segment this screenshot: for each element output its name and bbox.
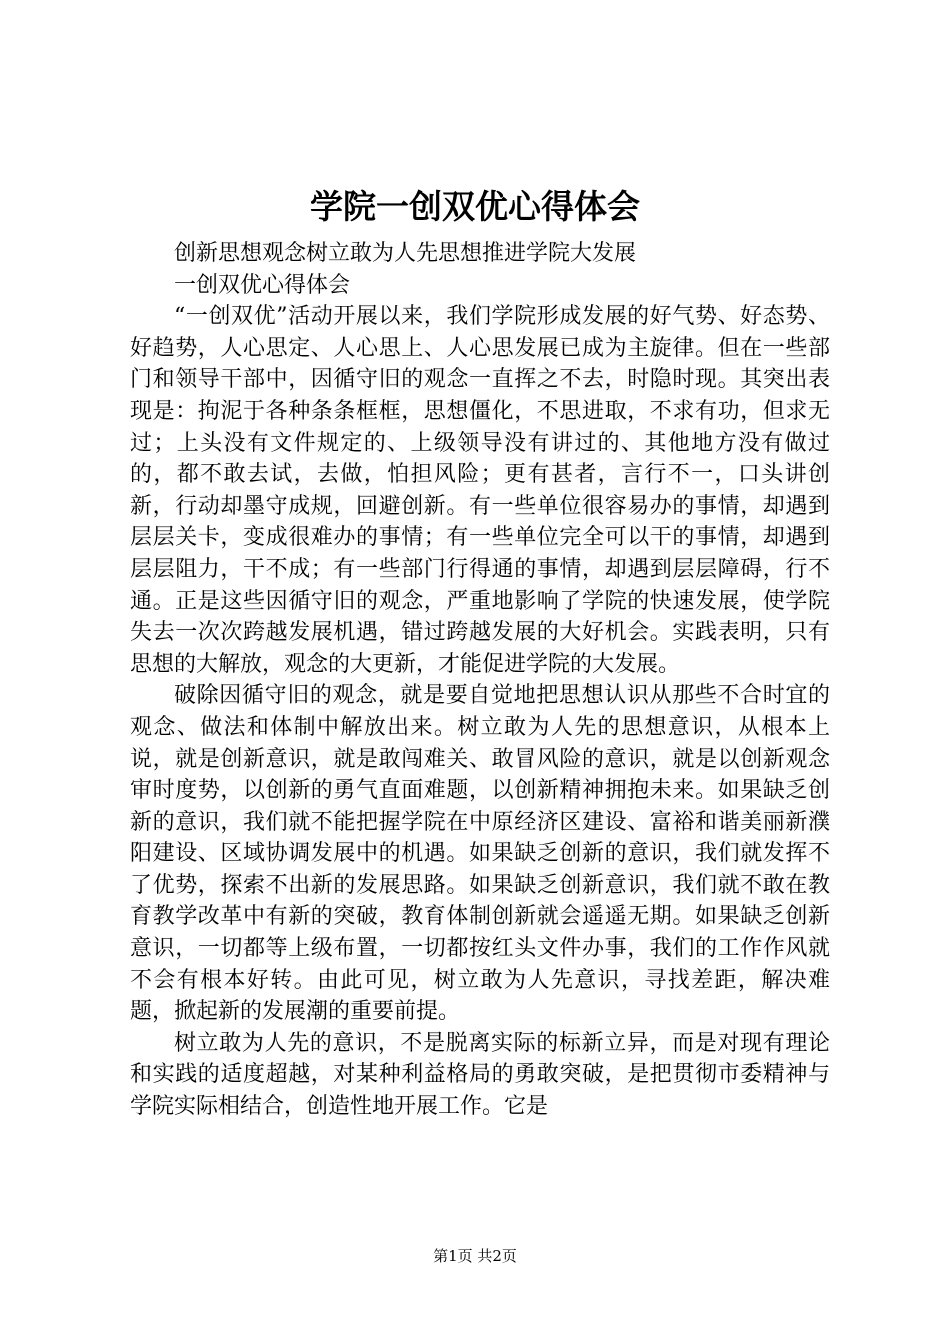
paragraph-3: 树立敢为人先的意识，不是脱离实际的标新立异，而是对现有理论和实践的适度超越，对某种利益格局的勇敢突破，是把贯彻市委精神与学院实际相结合，创造性地开展工作。它是	[130, 1030, 830, 1120]
page-footer: 第1页 共2页	[433, 1247, 517, 1265]
paragraph-1: “一创双优”活动开展以来，我们学院形成发展的好气势、好态势、好趋势，人心思定、人心思上、人心思发展已成为主旋律。但在一些部门和领导干部中，因循守旧的观念一直挥之不去，时隐时现。其突出表现是：拘泥于各种条条框框，思想僵化，不思进取，不求有功，但求无过；上头没有文件规定的、上级领导没有讲过的、其他地方没有做过的，都不敢去试，去做，怕担风险；更有甚者，言行不一，口头讲创新，行动却墨守成规，回避创新。有一些单位很容易办的事情，却遇到层层关卡，变成很难办的事情；有一些单位完全可以干的事情，却遇到层层阻力，干不成；有一些部门行得通的事情，却遇到层层障碍，行不通。正是这些因循守旧的观念，严重地影响了学院的快速发展，使学院失去一次次跨越发展机遇，错过跨越发展的大好机会。实践表明，只有思想的大解放，观念的大更新，才能促进学院的大发展。	[130, 304, 830, 677]
subtitle-line-1: 创新思想观念树立敢为人先思想推进学院大发展	[174, 241, 637, 266]
paragraph-2: 破除因循守旧的观念，就是要自觉地把思想认识从那些不合时宜的观念、做法和体制中解放出来。树立敢为人先的思想意识，从根本上说，就是创新意识，就是敢闯难关、敢冒风险的意识，就是以创新观念审时度势，以创新的勇气直面难题，以创新精神拥抱未来。如果缺乏创新的意识，我们就不能把握学院在中原经济区建设、富裕和谐美丽新濮阳建设、区域协调发展中的机遇。如果缺乏创新的意识，我们就发挥不了优势，探索不出新的发展思路。如果缺乏创新意识，我们就不敢在教育教学改革中有新的突破，教育体制创新就会遥遥无期。如果缺乏创新意识，一切都等上级布置，一切都按红头文件办事，我们的工作作风就不会有根本好转。由此可见，树立敢为人先意识，寻找差距，解决难题，掀起新的发展潮的重要前提。	[130, 683, 830, 1025]
document-body	[130, 238, 830, 1123]
document-title: 学院一创双优心得体会	[310, 187, 640, 226]
subtitle-line-2: 一创双优心得体会	[174, 272, 351, 298]
